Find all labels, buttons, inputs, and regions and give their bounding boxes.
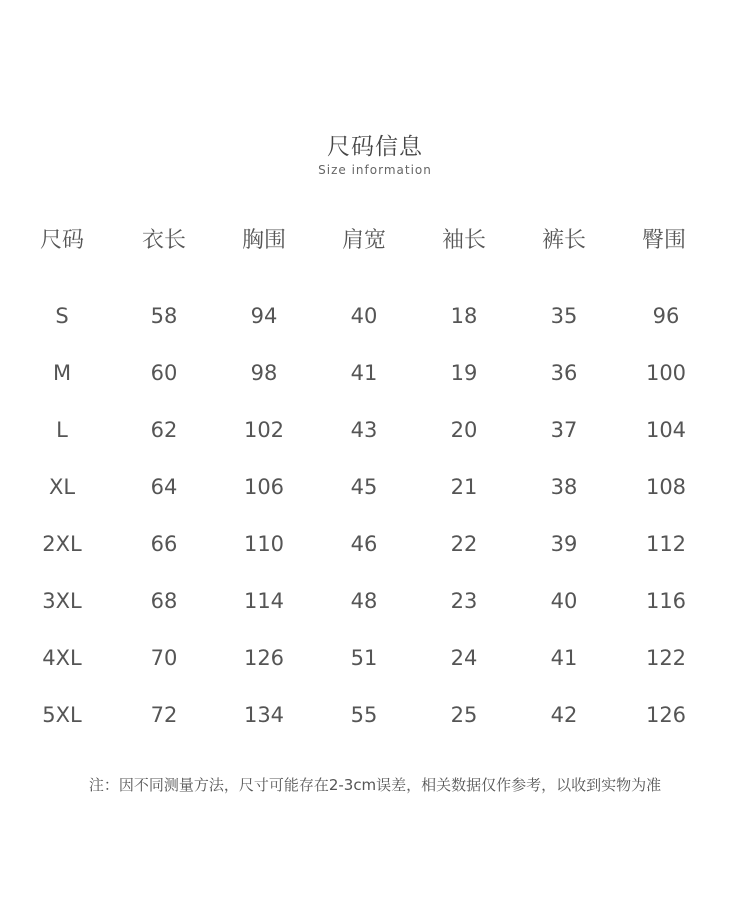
cell-hip: 108 — [645, 475, 687, 499]
table-row — [12, 353, 742, 393]
cell-sleeve: 24 — [450, 646, 478, 670]
header-shoulder: 肩宽 — [341, 228, 386, 253]
cell-chest: 106 — [243, 475, 285, 499]
cell-shoulder: 41 — [350, 361, 378, 385]
header-hip: 臀围 — [641, 228, 686, 253]
cell-pants-length: 39 — [550, 532, 578, 556]
cell-length: 64 — [150, 475, 178, 499]
cell-sleeve: 19 — [450, 361, 478, 385]
table-row — [12, 695, 742, 735]
cell-pants-length: 36 — [550, 361, 578, 385]
cell-size: 2XL — [42, 532, 82, 556]
cell-sleeve: 21 — [450, 475, 478, 499]
header-length: 衣长 — [141, 228, 186, 253]
cell-pants-length: 37 — [550, 418, 578, 442]
cell-size: S — [55, 304, 69, 328]
cell-hip: 96 — [652, 304, 680, 328]
cell-pants-length: 42 — [550, 703, 578, 727]
cell-pants-length: 41 — [550, 646, 578, 670]
cell-shoulder: 45 — [350, 475, 378, 499]
cell-pants-length: 35 — [550, 304, 578, 328]
cell-sleeve: 20 — [450, 418, 478, 442]
cell-length: 68 — [150, 589, 178, 613]
table-row — [12, 467, 742, 507]
cell-hip: 100 — [645, 361, 687, 385]
cell-shoulder: 55 — [350, 703, 378, 727]
cell-sleeve: 18 — [450, 304, 478, 328]
cell-hip: 104 — [645, 418, 687, 442]
cell-hip: 112 — [645, 532, 687, 556]
table-row — [12, 638, 742, 678]
table-row — [12, 581, 742, 621]
cell-hip: 126 — [645, 703, 687, 727]
cell-shoulder: 48 — [350, 589, 378, 613]
page-subtitle: Size information — [318, 163, 432, 177]
cell-size: M — [52, 361, 72, 385]
cell-sleeve: 22 — [450, 532, 478, 556]
cell-chest: 134 — [243, 703, 285, 727]
measurement-note: 注：因不同测量方法，尺寸可能存在2-3cm误差，相关数据仅作参考，以收到实物为准 — [88, 776, 662, 794]
cell-chest: 114 — [243, 589, 285, 613]
cell-size: 5XL — [42, 703, 82, 727]
cell-length: 66 — [150, 532, 178, 556]
cell-shoulder: 51 — [350, 646, 378, 670]
table-row — [12, 524, 742, 564]
cell-length: 62 — [150, 418, 178, 442]
header-size: 尺码 — [39, 228, 84, 253]
table-header-row — [12, 221, 742, 261]
cell-sleeve: 23 — [450, 589, 478, 613]
cell-chest: 110 — [243, 532, 285, 556]
cell-length: 70 — [150, 646, 178, 670]
cell-sleeve: 25 — [450, 703, 478, 727]
cell-length: 58 — [150, 304, 178, 328]
cell-chest: 94 — [250, 304, 278, 328]
cell-size: L — [56, 418, 68, 442]
cell-chest: 102 — [243, 418, 285, 442]
table-row — [12, 296, 742, 336]
cell-size: XL — [48, 475, 76, 499]
cell-pants-length: 38 — [550, 475, 578, 499]
cell-size: 4XL — [42, 646, 82, 670]
cell-hip: 122 — [645, 646, 687, 670]
cell-shoulder: 40 — [350, 304, 378, 328]
cell-length: 72 — [150, 703, 178, 727]
cell-pants-length: 40 — [550, 589, 578, 613]
cell-hip: 116 — [645, 589, 687, 613]
cell-size: 3XL — [42, 589, 82, 613]
table-row — [12, 410, 742, 450]
cell-shoulder: 46 — [350, 532, 378, 556]
cell-chest: 126 — [243, 646, 285, 670]
header-chest: 胸围 — [241, 228, 286, 253]
cell-length: 60 — [150, 361, 178, 385]
cell-shoulder: 43 — [350, 418, 378, 442]
page-title: 尺码信息 — [327, 134, 423, 160]
header-sleeve: 袖长 — [441, 228, 486, 253]
cell-chest: 98 — [250, 361, 278, 385]
header-pants-length: 裤长 — [541, 228, 586, 253]
